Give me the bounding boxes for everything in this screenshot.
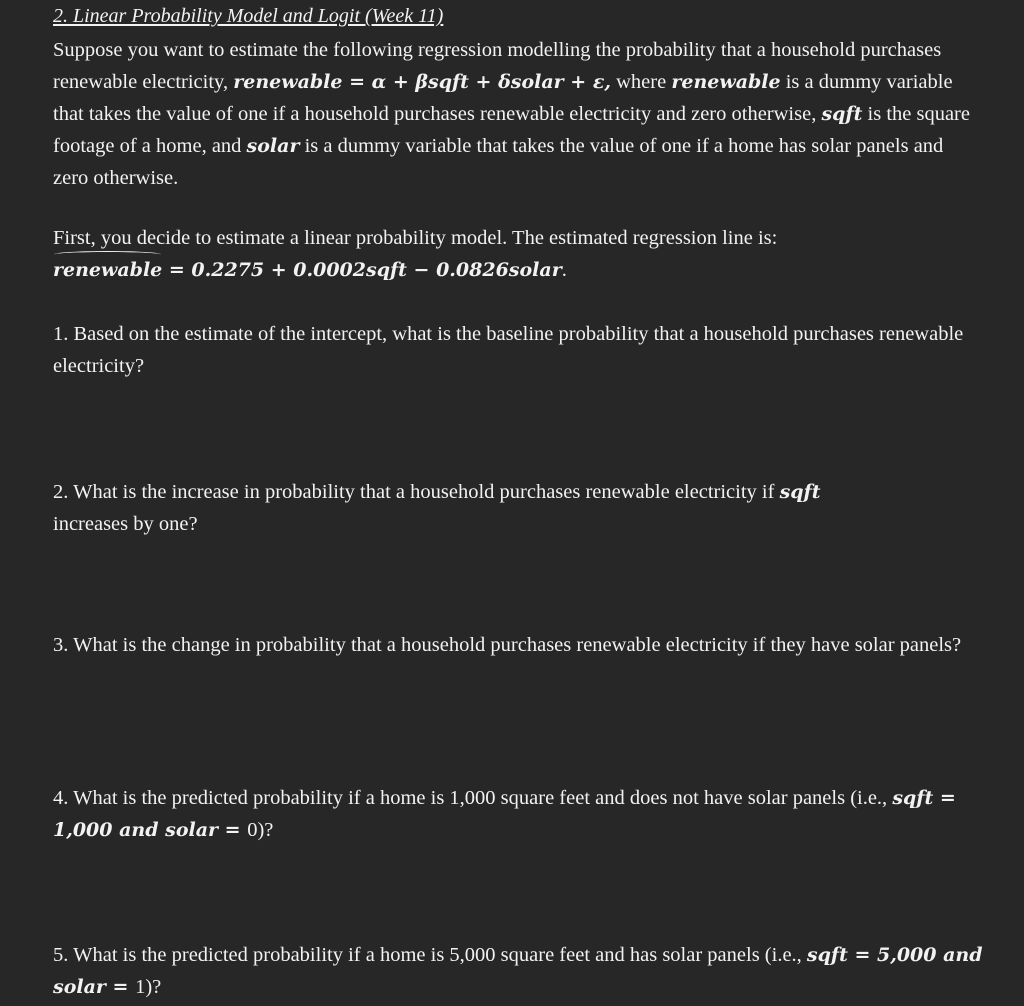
question-4-end: 0)? bbox=[247, 819, 274, 841]
question-5-end: 1)? bbox=[135, 976, 162, 998]
variable-solar: solar bbox=[246, 135, 300, 157]
estimated-renewable: renewable bbox=[53, 254, 162, 286]
model-equation: renewable = α + βsqft + δsolar + ε, bbox=[233, 71, 611, 93]
intro-paragraph bbox=[53, 34, 983, 194]
lpm-paragraph bbox=[53, 222, 983, 286]
section-heading: 2. Linear Probability Model and Logit (Week 11) bbox=[53, 5, 444, 27]
question-5-text: 5. What is the predicted probability if a home is 5,000 square feet and has solar panels (i.e., bbox=[53, 944, 807, 966]
question-4-math: sqft = 1,000 and solar = bbox=[53, 787, 956, 841]
lpm-intro-text: First, you decide to estimate a linear probability model. The estimated regression line is: bbox=[53, 227, 778, 249]
question-2 bbox=[53, 476, 983, 540]
intro-text-3: is a dummy variable that takes the value of one if a household purchases renewable electricity and zero otherwise, bbox=[53, 71, 953, 125]
intro-text-4: is the square footage of a home, and bbox=[53, 103, 970, 157]
estimated-equation: = 0.2275 + 0.0002sqft − 0.0826solar bbox=[162, 259, 562, 281]
intro-text-2: where bbox=[611, 71, 672, 93]
question-5-math: sqft = 5,000 and solar = bbox=[53, 944, 983, 998]
question-2-text: 2. What is the increase in probability that a household purchases renewable electricity if bbox=[53, 481, 780, 503]
question-2-variable: sqft bbox=[779, 481, 821, 503]
question-4 bbox=[53, 782, 983, 846]
document-page bbox=[53, 4, 983, 998]
question-5 bbox=[53, 939, 983, 1003]
equation-period: . bbox=[561, 259, 567, 281]
intro-text-5: is a dummy variable that takes the value of one if a home has solar panels and zero otherwise. bbox=[53, 135, 944, 189]
variable-renewable: renewable bbox=[671, 71, 781, 93]
variable-sqft: sqft bbox=[821, 103, 863, 125]
question-2-end: increases by one? bbox=[53, 513, 198, 535]
intro-text-1: Suppose you want to estimate the following regression modelling the probability that a household purchases renewable electricity, bbox=[53, 39, 942, 93]
question-4-text: 4. What is the predicted probability if a home is 1,000 square feet and does not have solar panels (i.e., bbox=[53, 787, 893, 809]
question-1: 1. Based on the estimate of the intercept, what is the baseline probability that a household purchases renewable electricity? bbox=[53, 323, 964, 377]
question-3: 3. What is the change in probability that a household purchases renewable electricity if they have solar panels? bbox=[53, 634, 962, 656]
